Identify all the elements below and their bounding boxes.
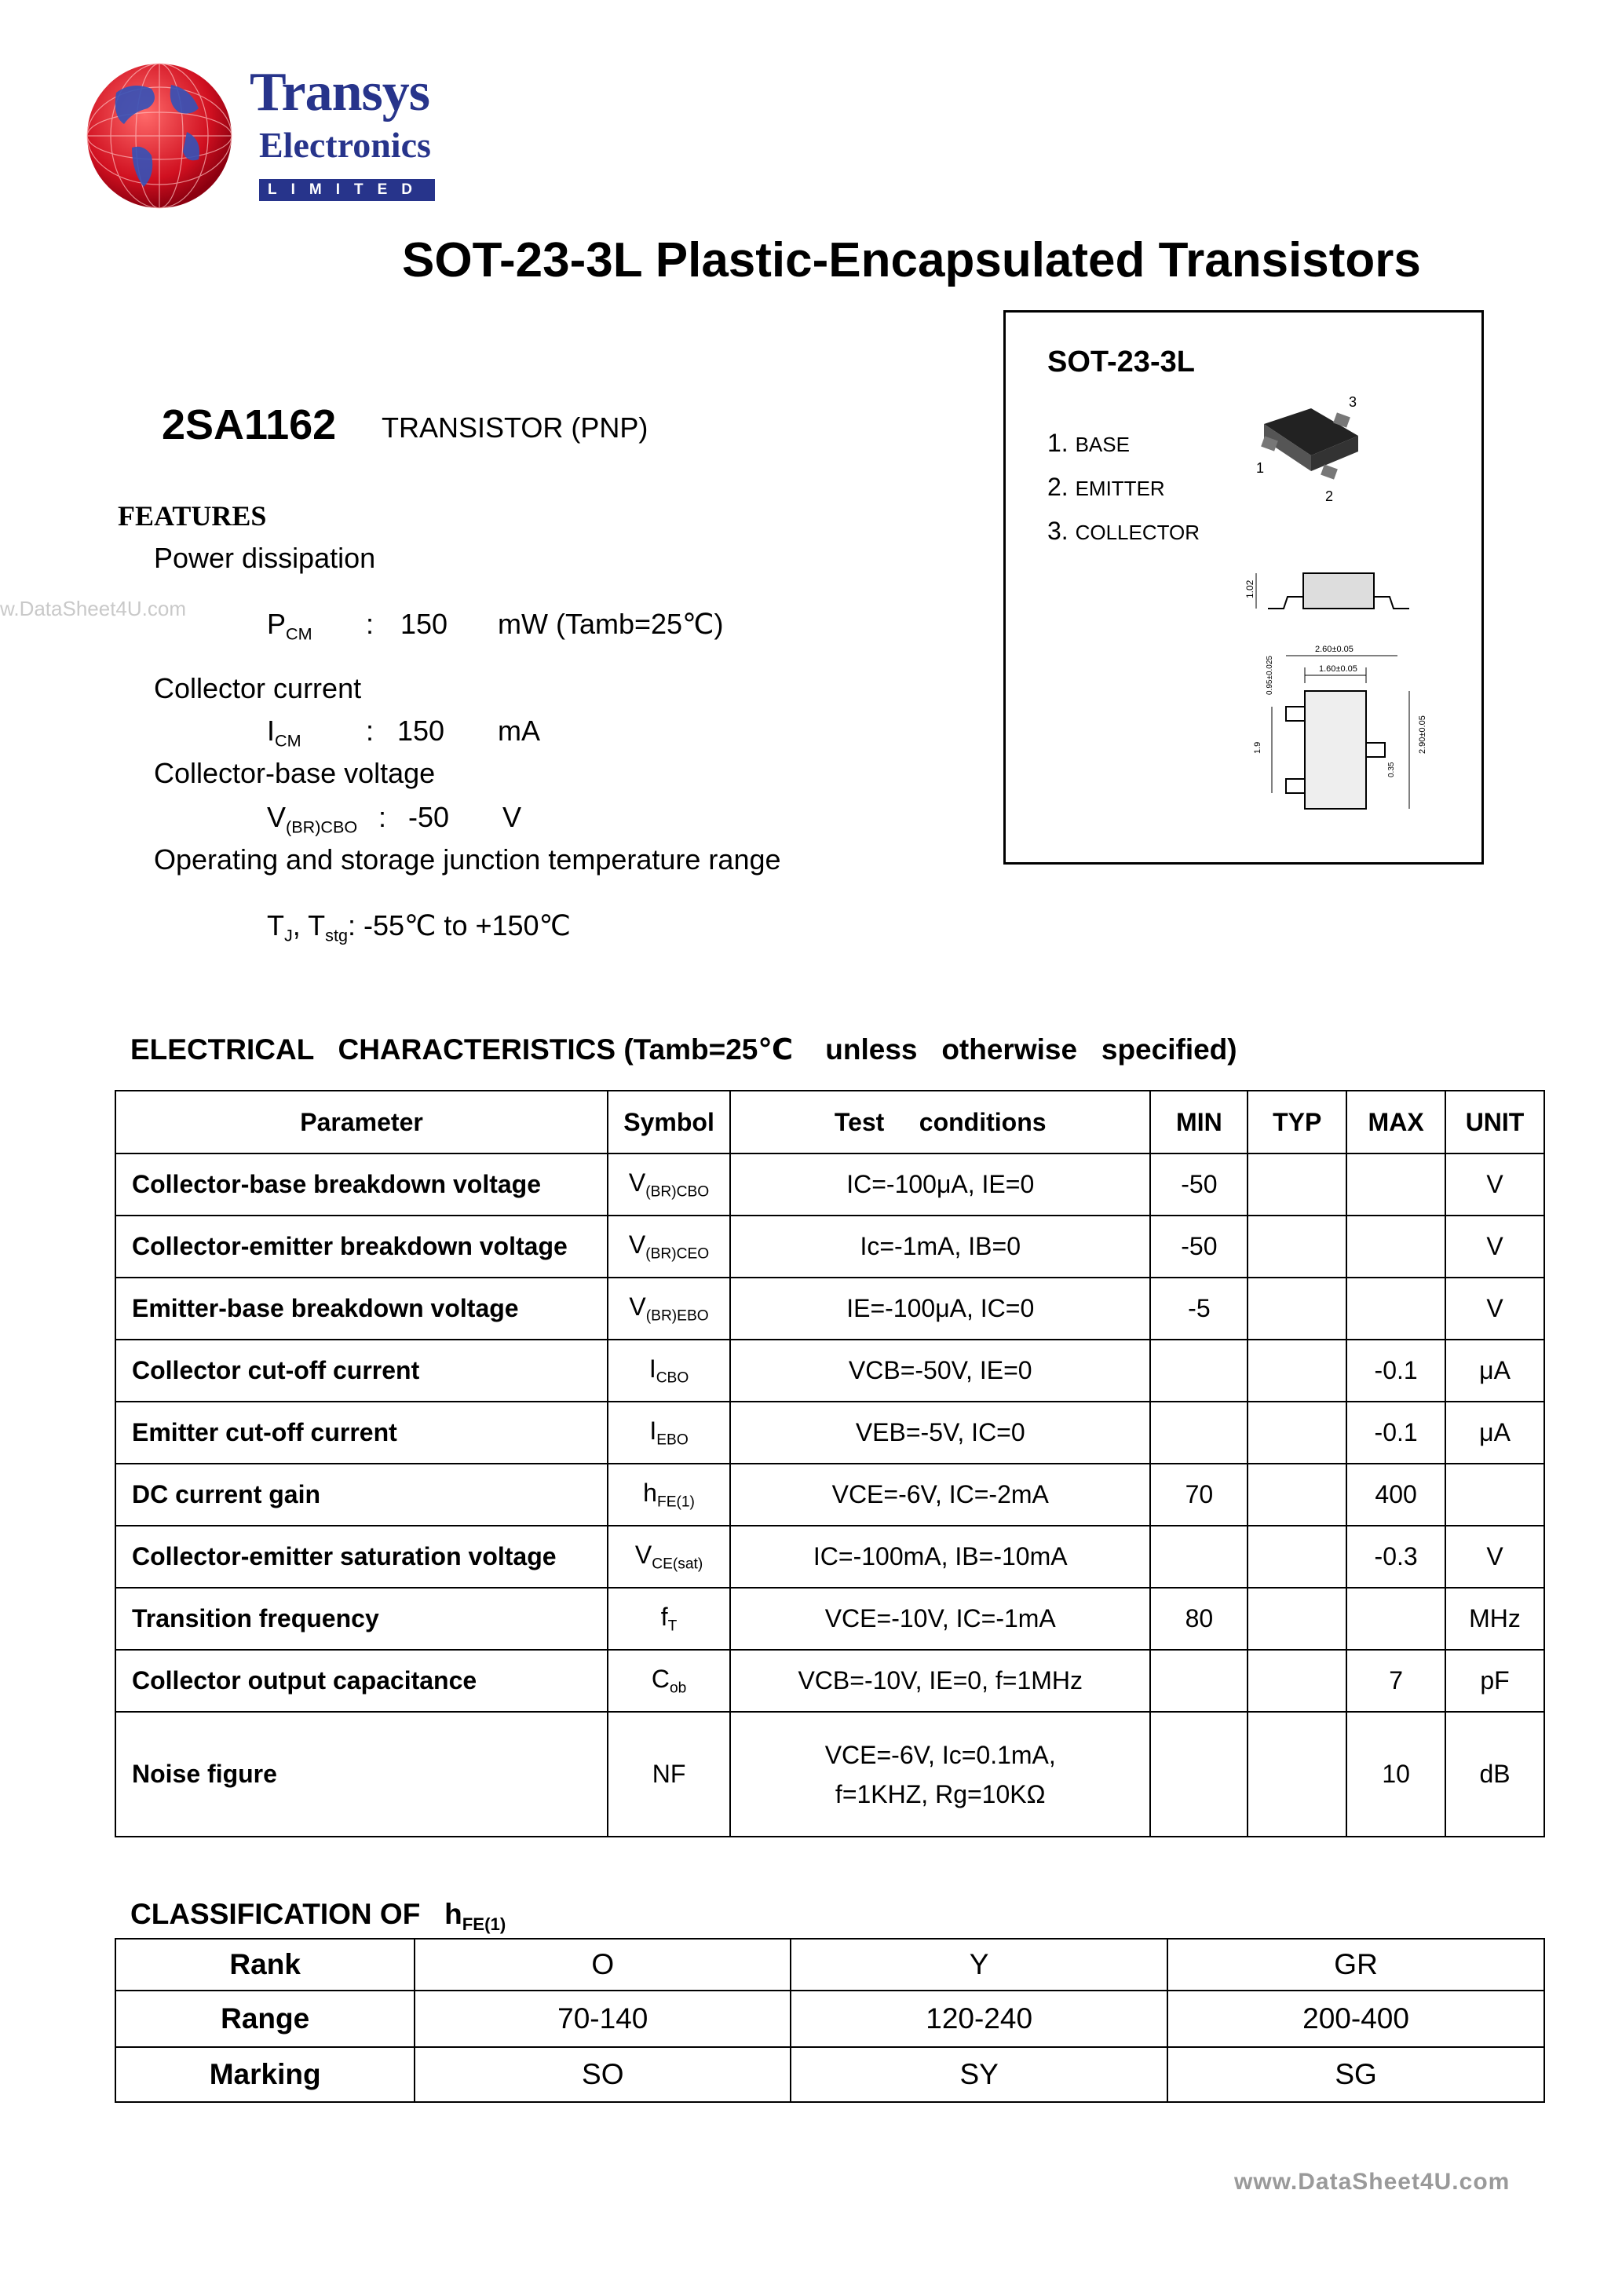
header-min: MIN	[1150, 1091, 1248, 1153]
table-row	[115, 1939, 1544, 1991]
cell-max: -0.1	[1346, 1402, 1445, 1464]
side-watermark: w.DataSheet4U.com	[0, 597, 187, 620]
cell-unit	[1445, 1464, 1544, 1526]
feature-temp-range: $T_J$, $T_{stg}$: -55℃ to +150℃	[267, 909, 571, 945]
cell: GR	[1167, 1939, 1544, 1991]
document-title: SOT-23-3L Plastic-Encapsulated Transistors	[402, 233, 1421, 287]
feature-collector-current-label: Collector current	[154, 672, 362, 704]
cell-parameter: Collector-emitter saturation voltage	[115, 1526, 608, 1588]
part-number: 2SA1162	[162, 401, 337, 448]
cell: 200-400	[1167, 1991, 1544, 2047]
cell-conditions: IE=-100μA, IC=0	[730, 1278, 1150, 1340]
package-drawing	[1240, 385, 1476, 824]
header-symbol: Symbol	[608, 1091, 730, 1153]
package-3d-icon	[1256, 394, 1358, 504]
cell-typ	[1248, 1712, 1346, 1837]
pin-2: 2. EMITTER	[1047, 473, 1165, 501]
cell-parameter: Collector-base breakdown voltage	[115, 1153, 608, 1216]
brand-subtitle: Electronics	[259, 125, 431, 165]
table-header-row	[115, 1091, 1544, 1153]
cell-min	[1150, 1402, 1248, 1464]
dim-pitch: 0.95±0.025	[1266, 656, 1274, 695]
dim-length: 2.90±0.05	[1418, 715, 1427, 754]
cell-symbol: $f_T$	[608, 1588, 730, 1650]
cell-max: 10	[1346, 1712, 1445, 1837]
cell-typ	[1248, 1216, 1346, 1278]
table-row	[115, 1340, 1544, 1402]
company-logo-globe	[85, 61, 234, 210]
drawing-pin-1-label: 1	[1256, 460, 1265, 476]
cell-symbol: $V_{(BR)EBO}$	[608, 1278, 730, 1340]
cell-conditions: IC=-100μA, IE=0	[730, 1153, 1150, 1216]
cell: 70-140	[415, 1991, 791, 2047]
classification-table	[115, 1938, 1545, 2103]
cell-typ	[1248, 1588, 1346, 1650]
package-side-view	[1256, 573, 1409, 609]
cell-min	[1150, 1526, 1248, 1588]
cell-max	[1346, 1278, 1445, 1340]
brand-limited-bar: LIMITED	[259, 179, 435, 201]
bottom-watermark: www.DataSheet4U.com	[1234, 2169, 1511, 2195]
cell-unit: dB	[1445, 1712, 1544, 1837]
package-name: SOT-23-3L	[1047, 345, 1195, 378]
cell-max	[1346, 1216, 1445, 1278]
table-row	[115, 1278, 1544, 1340]
cell-unit: V	[1445, 1278, 1544, 1340]
dim-span: 1.9	[1253, 741, 1262, 754]
pin-1: 1. BASE	[1047, 429, 1130, 457]
cell-unit: MHz	[1445, 1588, 1544, 1650]
cell-symbol: $V_{CE(sat)}$	[608, 1526, 730, 1588]
row-head: Marking	[115, 2047, 415, 2102]
cell-typ	[1248, 1278, 1346, 1340]
cell-parameter: DC current gain	[115, 1464, 608, 1526]
electrical-table	[115, 1090, 1545, 1837]
table-row	[115, 1153, 1544, 1216]
pin-3: 3. COLLECTOR	[1047, 517, 1200, 545]
cell-conditions: VCE=-6V, Ic=0.1mA, f=1KHZ, Rg=10KΩ	[730, 1712, 1150, 1837]
cell-min: -50	[1150, 1153, 1248, 1216]
cell-conditions: IC=-100mA, IB=-10mA	[730, 1526, 1150, 1588]
table-row	[115, 1650, 1544, 1712]
dim-width-overall: 2.60±0.05	[1315, 645, 1353, 654]
table-row	[115, 1216, 1544, 1278]
cell-min	[1150, 1340, 1248, 1402]
brand-name: Transys	[250, 62, 429, 122]
feature-icm: $I_{CM}$ : 150 mA	[267, 715, 540, 751]
table-row	[115, 1991, 1544, 2047]
cell-conditions: Ic=-1mA, IB=0	[730, 1216, 1150, 1278]
cell-symbol: $V_{(BR)CBO}$	[608, 1153, 730, 1216]
cell-unit: μA	[1445, 1340, 1544, 1402]
row-head: Rank	[115, 1939, 415, 1991]
cell-unit: V	[1445, 1526, 1544, 1588]
drawing-pin-2-label: 2	[1325, 488, 1334, 504]
cell-typ	[1248, 1464, 1346, 1526]
cell-parameter: Collector cut-off current	[115, 1340, 608, 1402]
cell-max: -0.3	[1346, 1526, 1445, 1588]
cell-symbol: $I_{EBO}$	[608, 1402, 730, 1464]
table-row	[115, 1526, 1544, 1588]
table-row-noise	[115, 1712, 1544, 1837]
dim-width-body: 1.60±0.05	[1319, 664, 1357, 674]
cell-max: 7	[1346, 1650, 1445, 1712]
header-typ: TYP	[1248, 1091, 1346, 1153]
cell-symbol: $h_{FE(1)}$	[608, 1464, 730, 1526]
cell-parameter: Emitter cut-off current	[115, 1402, 608, 1464]
cell-max	[1346, 1588, 1445, 1650]
cell-min: 80	[1150, 1588, 1248, 1650]
cell-unit: V	[1445, 1153, 1544, 1216]
header-conditions: Test conditions	[730, 1091, 1150, 1153]
cell-conditions: VCB=-10V, IE=0, f=1MHz	[730, 1650, 1150, 1712]
package-top-view	[1272, 656, 1409, 809]
cell-conditions: VEB=-5V, IC=0	[730, 1402, 1150, 1464]
dim-lead: 0.35	[1387, 762, 1396, 777]
cell-min: -5	[1150, 1278, 1248, 1340]
cell: Y	[791, 1939, 1167, 1991]
electrical-heading: ELECTRICAL CHARACTERISTICS (Tamb=25℃ unless otherwise specified)	[130, 1033, 1237, 1066]
cell-min: -50	[1150, 1216, 1248, 1278]
header-parameter: Parameter	[115, 1091, 608, 1153]
features-heading: FEATURES	[118, 500, 267, 532]
cell-symbol: $C_{ob}$	[608, 1650, 730, 1712]
cell-parameter: Emitter-base breakdown voltage	[115, 1278, 608, 1340]
table-row	[115, 1588, 1544, 1650]
cell-typ	[1248, 1650, 1346, 1712]
cell-unit: pF	[1445, 1650, 1544, 1712]
cell-parameter: Noise figure	[115, 1712, 608, 1837]
cell-typ	[1248, 1402, 1346, 1464]
feature-power-label: Power dissipation	[154, 542, 376, 574]
cell-typ	[1248, 1526, 1346, 1588]
feature-vcbo: $V_{(BR)CBO}$ : -50 V	[267, 801, 522, 837]
classification-heading: CLASSIFICATION OF $h_{FE(1)}$	[130, 1898, 506, 1934]
cell-max: 400	[1346, 1464, 1445, 1526]
cell-unit: V	[1445, 1216, 1544, 1278]
cell-symbol: $I_{CBO}$	[608, 1340, 730, 1402]
part-type: TRANSISTOR (PNP)	[382, 411, 648, 444]
cell-conditions: VCE=-10V, IC=-1mA	[730, 1588, 1150, 1650]
table-row	[115, 1464, 1544, 1526]
feature-pcm: $P_{CM}$ : 150 mW (Tamb=25℃)	[267, 608, 724, 644]
drawing-pin-3-label: 3	[1349, 394, 1357, 410]
cell: SY	[791, 2047, 1167, 2102]
dim-height: 1.02	[1244, 579, 1255, 598]
cell-parameter: Collector output capacitance	[115, 1650, 608, 1712]
cell-conditions: VCB=-50V, IE=0	[730, 1340, 1150, 1402]
cell-min	[1150, 1712, 1248, 1837]
table-row	[115, 2047, 1544, 2102]
cell-min: 70	[1150, 1464, 1248, 1526]
table-row	[115, 1402, 1544, 1464]
cell-symbol: NF	[608, 1712, 730, 1837]
cell: 120-240	[791, 1991, 1167, 2047]
cell-conditions: VCE=-6V, IC=-2mA	[730, 1464, 1150, 1526]
cell-min	[1150, 1650, 1248, 1712]
cell: SG	[1167, 2047, 1544, 2102]
cell-unit: μA	[1445, 1402, 1544, 1464]
cell-parameter: Transition frequency	[115, 1588, 608, 1650]
cell: O	[415, 1939, 791, 1991]
row-head: Range	[115, 1991, 415, 2047]
header-max: MAX	[1346, 1091, 1445, 1153]
feature-cb-voltage-label: Collector-base voltage	[154, 757, 436, 789]
feature-temp-label: Operating and storage junction temperature range	[154, 843, 781, 876]
header-unit: UNIT	[1445, 1091, 1544, 1153]
cell-symbol: $V_{(BR)CEO}$	[608, 1216, 730, 1278]
cell-max	[1346, 1153, 1445, 1216]
cell-typ	[1248, 1153, 1346, 1216]
cell-parameter: Collector-emitter breakdown voltage	[115, 1216, 608, 1278]
cell: SO	[415, 2047, 791, 2102]
cell-typ	[1248, 1340, 1346, 1402]
cell-max: -0.1	[1346, 1340, 1445, 1402]
